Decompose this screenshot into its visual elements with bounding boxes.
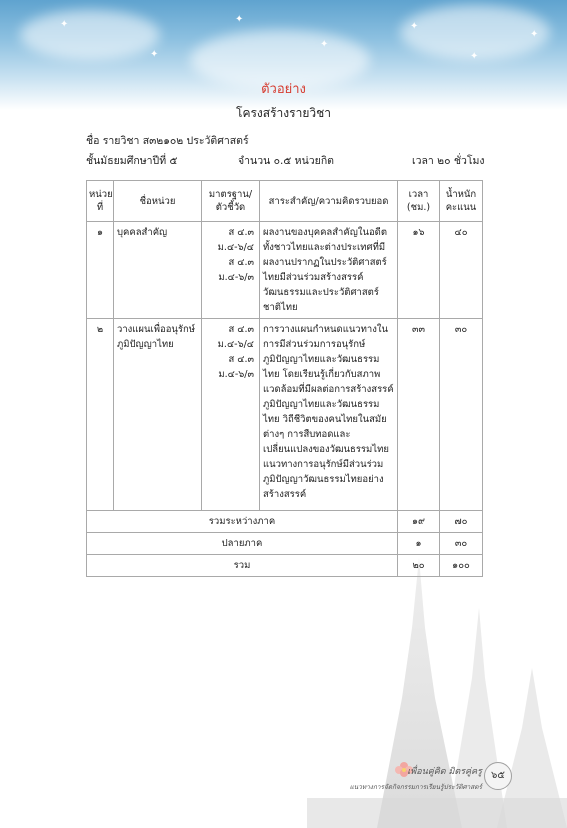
grade-level: ชั้นมัธยมศึกษาปีที่ ๕ <box>86 155 178 167</box>
standard-code: ส ๔.๓ <box>228 257 254 268</box>
summary-weight: ๑๐๐ <box>440 555 483 577</box>
sky-header-decoration: ✦ ✦ ✦ ✦ ✦ ✦ ✦ <box>0 0 567 110</box>
weight-cell: ๔๐ <box>440 222 483 319</box>
unit-no-cell: ๒ <box>87 319 114 511</box>
summary-label: รวมระหว่างภาค <box>87 511 398 533</box>
header-standards: มาตรฐาน/ ตัวชี้วัด <box>202 181 260 222</box>
time-cell: ๓๓ <box>398 319 440 511</box>
key-content-cell: ผลงานของบุคคลสำคัญในอดีตทั้งชาวไทยและต่างประเทศที่มีผลงานปรากฏในประวัติศาสตร์ไทยมีส่วนร่วมสร้างสรรค์วัฒนธรรมและประวัติศาสตร์ชาติไทย <box>260 222 398 319</box>
summary-label: รวม <box>87 555 398 577</box>
unit-name-cell: บุคคลสำคัญ <box>114 222 202 319</box>
footer-subtitle: แนวทางการจัดกิจกรรมการเรียนรู้ประวัติศาสตร์ <box>349 783 482 791</box>
summary-time: ๑ <box>398 533 440 555</box>
standard-code: ส ๔.๓ <box>228 354 254 365</box>
summary-weight: ๓๐ <box>440 533 483 555</box>
weight-cell: ๓๐ <box>440 319 483 511</box>
summary-label: ปลายภาค <box>87 533 398 555</box>
header-unit-no: หน่วย ที่ <box>87 181 114 222</box>
example-heading: ตัวอย่าง <box>261 82 306 97</box>
key-content-cell: การวางแผนกำหนดแนวทางในการมีส่วนร่วมการอนุรักษ์ภูมิปัญญาไทยและวัฒนธรรมไทย โดยเรียนรู้เกี่ยวกับสภาพแวดล้อมที่มีผลต่อการสร้างสรรค์ภูมิปัญญาไทยและวัฒนธรรมไทย วิถีชีวิตของคนไทยในสมัยต่างๆ การสืบทอดและเปลี่ยนแปลงของวัฒนธรรมไทยแนวทางการอนุรักษ์มีส่วนร่วมภูมิปัญญาวัฒนธรรมไทยอย่างสร้างสรรค์ <box>260 319 398 511</box>
summary-weight: ๗๐ <box>440 511 483 533</box>
table-row <box>87 319 483 511</box>
summary-row-midterm <box>87 511 483 533</box>
unit-name-cell: วางแผนเพื่ออนุรักษ์ภูมิปัญญาไทย <box>114 319 202 511</box>
header-unit-name: ชื่อหน่วย <box>114 181 202 222</box>
footer-brand: เพื่อนคู่คิด มิตรคู่ครู <box>407 767 482 777</box>
standard-code: ส ๔.๓ <box>228 324 254 335</box>
header-weight: น้ำหนัก คะแนน <box>440 181 483 222</box>
standards-cell <box>202 319 260 511</box>
summary-time: ๑๙ <box>398 511 440 533</box>
header-time: เวลา (ชม.) <box>398 181 440 222</box>
indicator-code: ม.๔-๖/๔ <box>217 242 254 253</box>
summary-row-total <box>87 555 483 577</box>
table-row <box>87 222 483 319</box>
indicator-code: ม.๔-๖/๔ <box>217 339 254 350</box>
credits: จำนวน ๐.๕ หน่วยกิต <box>238 155 334 167</box>
summary-time: ๒๐ <box>398 555 440 577</box>
indicator-code: ม.๔-๖/๓ <box>218 369 254 380</box>
summary-row-final <box>87 533 483 555</box>
header-key-content: สาระสำคัญ/ความคิดรวบยอด <box>260 181 398 222</box>
course-structure-table <box>86 180 483 577</box>
page-number: ๖๕ <box>484 762 512 790</box>
course-structure-heading: โครงสร้างรายวิชา <box>236 106 331 120</box>
indicator-code: ม.๔-๖/๓ <box>218 272 254 283</box>
time-cell: ๑๖ <box>398 222 440 319</box>
standards-cell <box>202 222 260 319</box>
unit-no-cell: ๑ <box>87 222 114 319</box>
standard-code: ส ๔.๓ <box>228 227 254 238</box>
course-name: ชื่อ รายวิชา ส๓๒๑๐๒ ประวัติศาสตร์ <box>86 135 249 147</box>
study-hours: เวลา ๒๐ ชั่วโมง <box>412 155 485 167</box>
table-header-row <box>87 181 483 222</box>
